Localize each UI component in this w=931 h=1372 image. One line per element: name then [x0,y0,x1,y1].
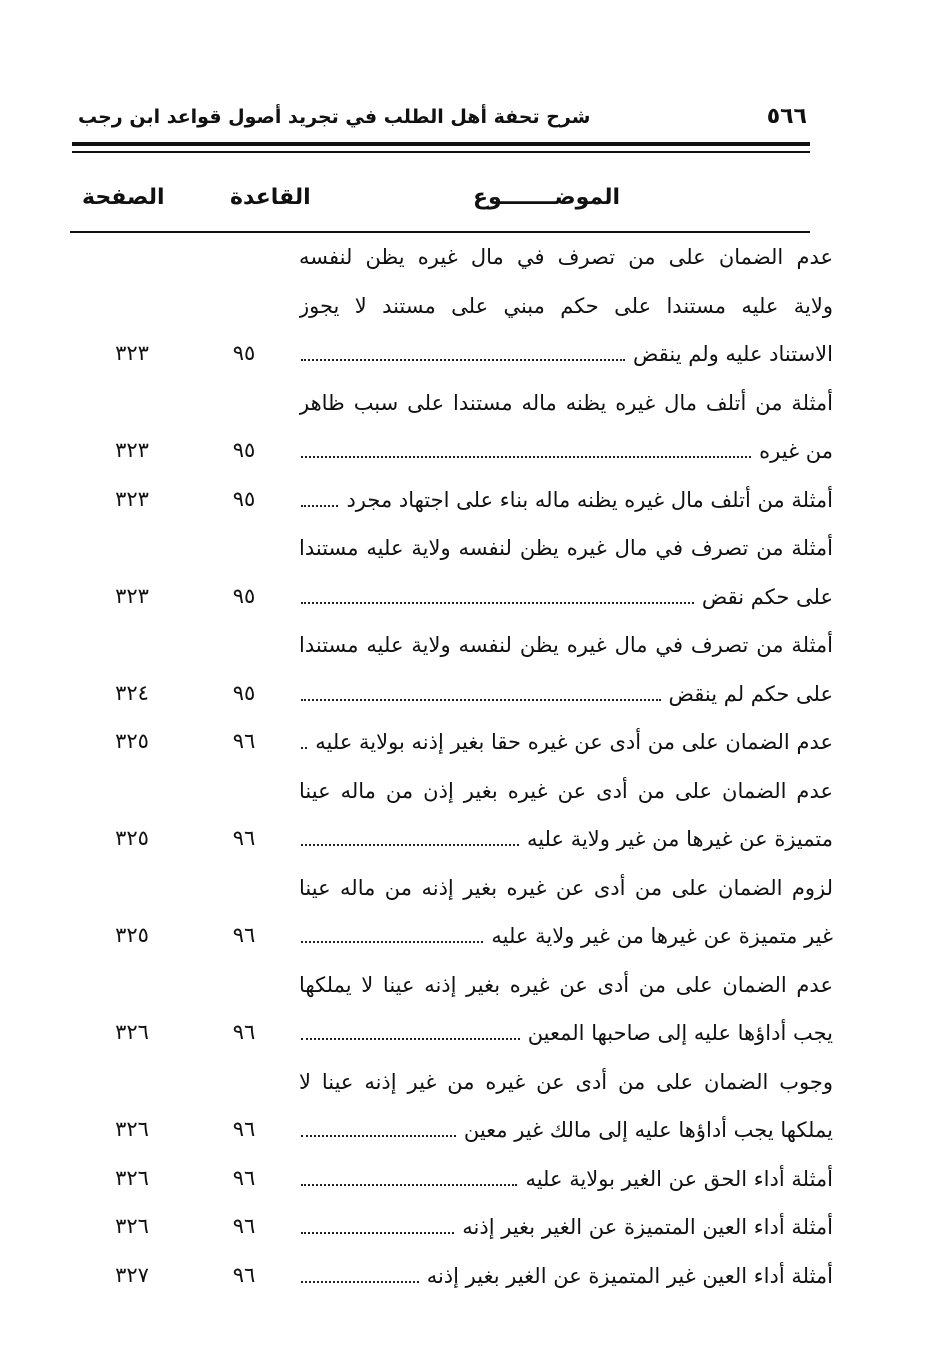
dot-leader [301,824,519,846]
index-line [0,1158,931,1207]
subject-column-heading: الموضـــــــوع [472,185,620,210]
header-rule-thick [72,142,810,146]
entry-text [299,1115,833,1145]
dot-leader [301,1018,520,1040]
index-line [0,915,931,964]
entry-text [299,1164,833,1194]
dot-leader [301,485,338,507]
index-line [0,576,931,625]
rule-number: ٩٦ [232,1262,256,1287]
index-line [0,236,931,285]
entry-text-content: متميزة عن غيرها من غير ولاية عليه [526,827,833,851]
index-line [0,721,931,770]
index-line [0,1061,931,1110]
dot-leader [301,582,694,604]
rule-number: ٩٦ [232,923,256,947]
entry-text-content: الاستناد عليه ولم ينقض [633,342,833,366]
entry-text [299,436,833,466]
book-title: شرح تحفة أهل الطلب في تجريد أصول قواعد ابن رجب [78,106,591,128]
rule-number: ٩٦ [232,1117,256,1141]
dot-leader [301,679,661,701]
entry-text-content: أمثلة أداء الحق عن الغير بولاية عليه [525,1166,833,1191]
dot-leader [301,339,625,361]
rule-number: ٩٦ [232,826,256,850]
entry-text [299,1261,833,1291]
rule-number: ٩٦ [232,1214,256,1238]
entry-text: أمثلة من تصرف في مال غيره يظن لنفسه ولاية عليه مستندا [299,536,833,560]
page-column-heading: الصفحة [82,185,165,210]
rule-number: ٩٦ [232,1165,256,1190]
entry-text-content: على حكم لم ينقض [668,681,833,706]
index-line [0,818,931,867]
entry-text [299,1212,833,1242]
index-line [0,527,931,576]
page-reference: ٣٢٦ [115,1117,149,1141]
entry-text: لزوم الضمان على من أدى عن غيره بغير إذنه من ماله عينا [299,875,833,900]
index-entries [0,236,931,1303]
page-reference: ٣٢٥ [115,729,149,753]
page-reference: ٣٢٣ [115,341,149,365]
index-line [0,1206,931,1255]
page-reference: ٣٢٦ [115,1165,149,1190]
entry-text [299,582,833,612]
index-line [0,964,931,1013]
index-line [0,333,931,382]
dot-leader [301,921,483,943]
page-reference: ٣٢٦ [115,1020,149,1044]
entry-text: عدم الضمان على من تصرف في مال غيره يظن لنفسه [299,245,833,269]
column-headings [70,185,810,221]
entry-text [299,485,833,515]
page-reference: ٣٢٣ [115,486,149,511]
index-line [0,624,931,673]
dot-leader [301,727,307,749]
entry-text-content: أمثلة من أتلف مال غيره يظنه ماله بناء على اجتهاد مجرد [346,487,833,512]
index-line [0,1012,931,1061]
page-reference: ٣٢٦ [115,1214,149,1238]
index-line [0,867,931,916]
entry-text [299,921,833,951]
entry-text: ولاية عليه مستندا على حكم مبني على مستند لا يجوز [299,293,833,318]
rule-number: ٩٥ [232,583,256,608]
entry-text: أمثلة من تصرف في مال غيره يظن لنفسه ولاية عليه مستندا [299,633,833,657]
page-reference: ٣٢٣ [115,438,149,462]
entry-text-content: عدم الضمان على من أدى عن غيره حقا بغير إذنه بولاية عليه [315,730,833,754]
rule-number: ٩٥ [232,486,256,511]
entry-text [299,1018,833,1048]
page-reference: ٣٢٥ [115,923,149,947]
dot-leader [301,1212,454,1234]
page-reference: ٣٢٥ [115,826,149,850]
header-rule-thin [72,151,810,153]
entry-text: أمثلة من أتلف مال غيره يظنه ماله مستندا على سبب ظاهر [299,390,833,415]
index-line [0,382,931,431]
entry-text-content: على حكم نقض [701,584,833,609]
entry-text: وجوب الضمان على من أدى عن غيره من غير إذنه عينا لا [299,1069,833,1094]
index-line [0,285,931,334]
entry-text [299,727,833,757]
page-reference: ٣٢٣ [115,583,149,608]
dot-leader [301,1115,456,1137]
entry-text: عدم الضمان على من أدى عن غيره بغير إذنه عينا لا يملكها [299,972,833,997]
entry-text-content: غير متميزة عن غيرها من غير ولاية عليه [491,924,833,948]
entry-text-content: من غيره [759,439,833,463]
rule-column-heading: القاعدة [230,185,311,210]
index-line [0,673,931,722]
dot-leader [301,1261,419,1283]
page-number: ٥٦٦ [766,104,807,129]
index-line [0,770,931,819]
entry-text [299,339,833,369]
index-line [0,479,931,528]
entry-text-content: يجب أداؤها عليه إلى صاحبها المعين [527,1021,833,1045]
index-line [0,430,931,479]
page-reference: ٣٢٧ [115,1262,149,1287]
rule-number: ٩٥ [232,680,256,705]
entry-text [299,824,833,854]
entry-text-content: أمثلة أداء العين غير المتميزة عن الغير بغير إذنه [426,1263,833,1288]
entry-text [299,679,833,709]
entry-text: عدم الضمان على من أدى عن غيره بغير إذن من ماله عينا [299,778,833,803]
rule-number: ٩٥ [232,341,256,365]
entry-text-content: أمثلة أداء العين المتميزة عن الغير بغير إذنه [462,1215,833,1239]
page-reference: ٣٢٤ [115,680,149,705]
entry-text-content: يملكها يجب أداؤها عليه إلى مالك غير معين [463,1118,833,1142]
rule-number: ٩٦ [232,729,256,753]
dot-leader [301,1164,517,1186]
rule-number: ٩٦ [232,1020,256,1044]
rule-number: ٩٥ [232,438,256,462]
headings-underline [70,231,810,233]
dot-leader [301,436,751,458]
index-line [0,1109,931,1158]
running-header [78,104,807,134]
index-line [0,1255,931,1304]
